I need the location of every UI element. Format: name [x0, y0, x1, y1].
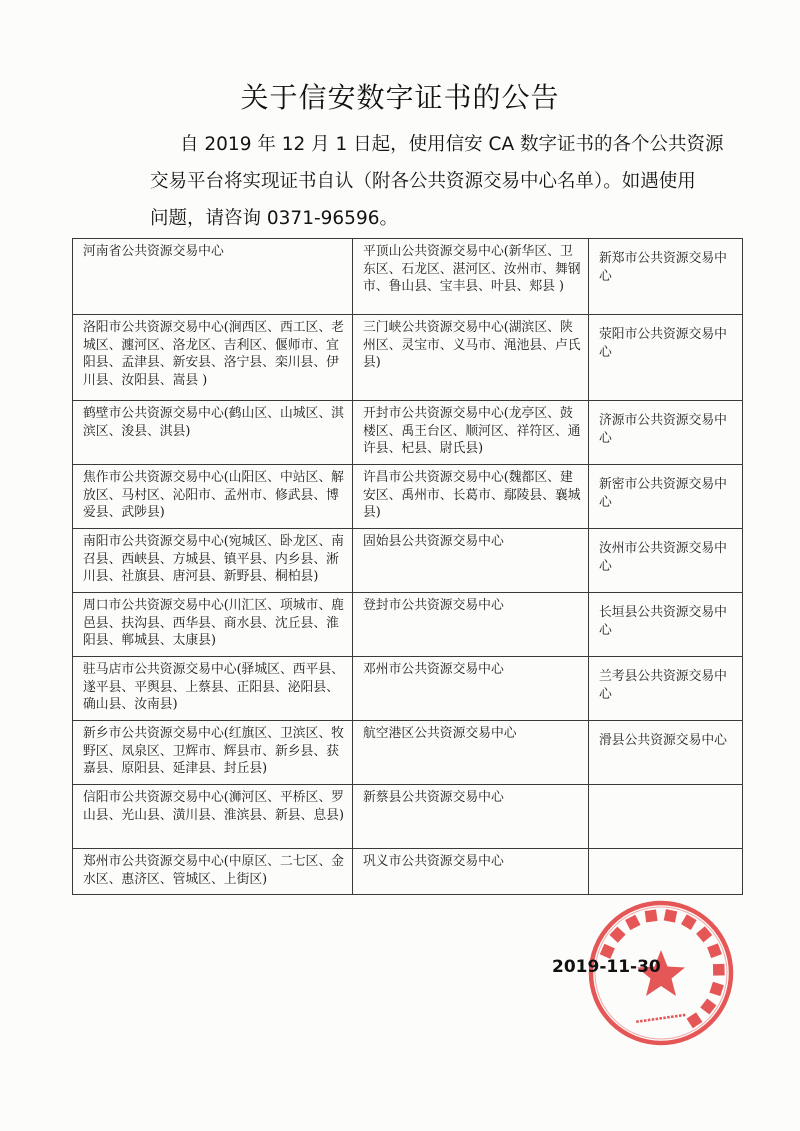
seal-number: ▪▪▪▪▪▪▪▪▪▪▪▪▪ [634, 1010, 687, 1026]
announcement-text [150, 126, 760, 237]
table-cell: 登封市公共资源交易中心 [353, 593, 589, 657]
table-cell [589, 785, 743, 849]
announcement-line: 问题，请咨询 0371-96596。 [150, 208, 398, 229]
table-row [73, 315, 743, 401]
announcement-date: 2019-11-30 [552, 957, 661, 977]
table-cell: 驻马店市公共资源交易中心(驿城区、西平县、遂平县、平舆县、上蔡县、正阳县、泌阳县、确山县、汝南县) [73, 657, 353, 721]
table-cell: 许昌市公共资源交易中心(魏都区、建安区、禹州市、长葛市、鄢陵县、襄城县) [353, 465, 589, 529]
table-cell: 滑县公共资源交易中心 [589, 721, 743, 785]
table-cell: 邓州市公共资源交易中心 [353, 657, 589, 721]
trading-center-table [72, 238, 743, 895]
table-cell: 新乡市公共资源交易中心(红旗区、卫滨区、牧野区、凤泉区、卫辉市、辉县市、新乡县、获嘉县、原阳县、延津县、封丘县) [73, 721, 353, 785]
table-row [73, 593, 743, 657]
table-cell: 荥阳市公共资源交易中心 [589, 315, 743, 401]
table-row [73, 721, 743, 785]
table-cell: 三门峡公共资源交易中心(湖滨区、陕州区、灵宝市、义马市、渑池县、卢氏县) [353, 315, 589, 401]
table-cell: 焦作市公共资源交易中心(山阳区、中站区、解放区、马村区、沁阳市、孟州市、修武县、博爱县、武陟县) [73, 465, 353, 529]
announcement-line: 交易平台将实现证书自认（附各公共资源交易中心名单）。如遇使用 [150, 171, 696, 192]
table-row [73, 785, 743, 849]
table-cell: 鹤壁市公共资源交易中心(鹤山区、山城区、淇滨区、浚县、淇县) [73, 401, 353, 465]
table-cell: 兰考县公共资源交易中心 [589, 657, 743, 721]
table-row [73, 657, 743, 721]
table-cell: 新蔡县公共资源交易中心 [353, 785, 589, 849]
table-cell: 周口市公共资源交易中心(川汇区、项城市、鹿邑县、扶沟县、西华县、商水县、沈丘县、淮阳县、郸城县、太康县) [73, 593, 353, 657]
table-cell: 开封市公共资源交易中心(龙亭区、鼓楼区、禹王台区、顺河区、祥符区、通许县、杞县、尉氏县) [353, 401, 589, 465]
table-cell: 汝州市公共资源交易中心 [589, 529, 743, 593]
table-cell: 长垣县公共资源交易中心 [589, 593, 743, 657]
document-title: 关于信安数字证书的公告 [240, 81, 560, 114]
table-cell: 济源市公共资源交易中心 [589, 401, 743, 465]
table-cell: 河南省公共资源交易中心 [73, 239, 353, 315]
table-cell: 新郑市公共资源交易中心 [589, 239, 743, 315]
table-cell [589, 849, 743, 895]
table-row [73, 529, 743, 593]
table-cell: 洛阳市公共资源交易中心(涧西区、西工区、老城区、瀍河区、洛龙区、吉利区、偃师市、宜阳县、孟津县、新安县、洛宁县、栾川县、伊川县、汝阳县、嵩县 ) [73, 315, 353, 401]
table-cell: 新密市公共资源交易中心 [589, 465, 743, 529]
table-row [73, 401, 743, 465]
seal-lettering: ■■■■■■■■■■■■ [595, 904, 730, 1035]
table-cell: 信阳市公共资源交易中心(浉河区、平桥区、罗山县、光山县、潢川县、淮滨县、新县、息县) [73, 785, 353, 849]
table-cell: 巩义市公共资源交易中心 [353, 849, 589, 895]
announcement-line: 自 2019 年 12 月 1 日起，使用信安 CA 数字证书的各个公共资源 [180, 134, 724, 155]
table-row [73, 239, 743, 315]
table-cell: 平顶山公共资源交易中心(新华区、卫东区、石龙区、湛河区、汝州市、舞钢市、鲁山县、宝丰县、叶县、郏县 ) [353, 239, 589, 315]
table-row [73, 849, 743, 895]
table-cell: 航空港区公共资源交易中心 [353, 721, 589, 785]
table-cell: 郑州市公共资源交易中心(中原区、二七区、金水区、惠济区、管城区、上街区) [73, 849, 353, 895]
table-row [73, 465, 743, 529]
table-cell: 南阳市公共资源交易中心(宛城区、卧龙区、南召县、西峡县、方城县、镇平县、内乡县、淅川县、社旗县、唐河县、新野县、桐柏县) [73, 529, 353, 593]
table-cell: 固始县公共资源交易中心 [353, 529, 589, 593]
